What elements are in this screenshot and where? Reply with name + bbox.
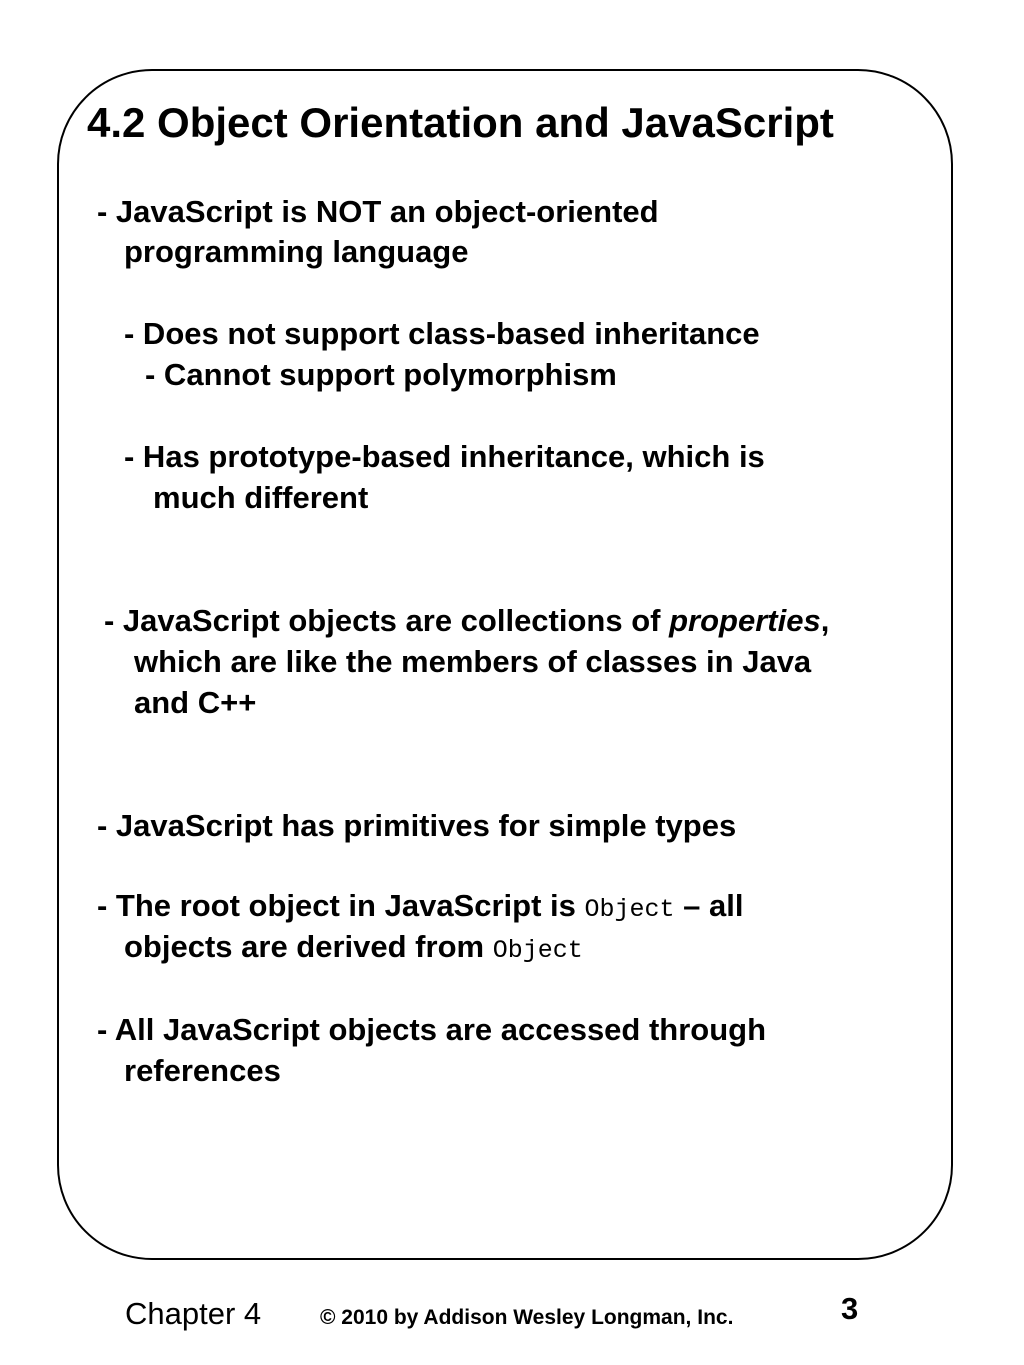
bullet-text-segment: - JavaScript objects are collections of [104,603,670,638]
bullet-text: programming language [124,234,469,269]
sub-bullet-text: - Cannot support polymorphism [145,357,617,392]
bullet-text: and C++ [134,685,257,720]
bullet-text [97,886,743,930]
sub-bullet-text: much different [153,480,369,515]
footer-chapter: Chapter 4 [125,1296,262,1331]
bullet-text [104,601,829,641]
code-object: Object [584,895,675,924]
footer-copyright: © 2010 by Addison Wesley Longman, Inc. [320,1306,734,1329]
slide-title: 4.2 Object Orientation and JavaScript [87,99,834,146]
sub-bullet-text: - Has prototype-based inheritance, which is [124,439,765,474]
emphasis-properties: properties [669,603,821,638]
bullet-text-segment: , [820,603,830,638]
bullet-text: - All JavaScript objects are accessed through [97,1012,767,1047]
bullet-text: references [124,1053,281,1088]
bullet-text-segment: – all [674,888,744,923]
bullet-text: - JavaScript is NOT an object-oriented [97,194,659,229]
bullet-text-segment: objects are derived from [124,929,493,964]
page-number: 3 [841,1291,859,1326]
bullet-text [124,927,583,971]
bullet-text: - JavaScript has primitives for simple types [97,808,737,843]
bullet-text-segment: - The root object in JavaScript is [97,888,585,923]
code-object: Object [492,936,583,965]
bullet-text: which are like the members of classes in Java [134,644,812,679]
sub-bullet-text: - Does not support class-based inheritance [124,316,760,351]
